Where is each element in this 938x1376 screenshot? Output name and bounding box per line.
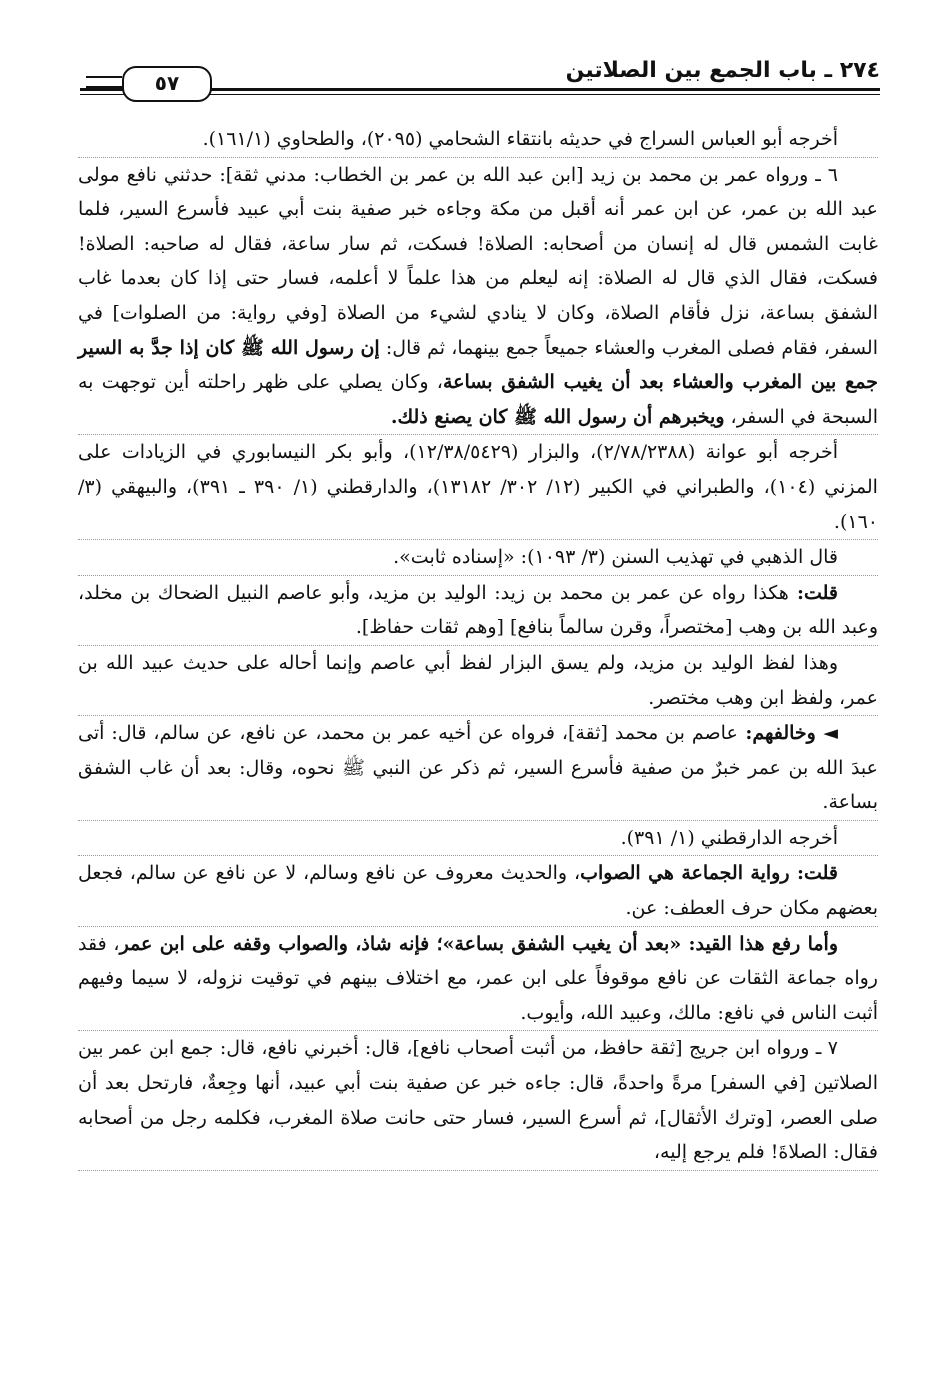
paragraph [78, 646, 878, 716]
bold-text-run: ويخبرهم أن رسول الله ﷺ كان يصنع ذلك. [390, 405, 725, 428]
paragraph [78, 1031, 878, 1170]
text-run: ، وكان يصلي على ظهر راحلته أين توجهت به السبحة في السفر، [78, 371, 878, 428]
text-run: ، فقد رواه جماعة الثقات عن نافع موقوفاً على ابن عمر، مع اختلاف بينهم في توقيت نزوله، لا سيما وفيهم أثبت الناس في نافع: مالك، وعبيد الله، وأيوب. [78, 932, 878, 1024]
page-body [78, 122, 878, 1171]
paragraph [78, 435, 878, 540]
text-run: عاصم بن محمد [ثقة]، فرواه عن أخيه عمر بن محمد، عن نافع، عن سالم، قال: أتى عبدَ الله بن عمر خبرٌ من صفية فأسرع السير، ثم ذكر عن النبي ﷺ نحوه، وقال: بعد أن غاب الشفق بساعة. [78, 722, 878, 814]
paragraph [78, 927, 878, 1032]
text-run: قال الذهبي في تهذيب السنن (٣/ ١٠٩٣): «إسناده ثابت». [393, 546, 838, 569]
page-number: ٥٧ [122, 66, 212, 102]
paragraph [78, 576, 878, 646]
bold-text-run: قلت: رواية الجماعة هي الصواب [580, 862, 838, 885]
text-run: ٧ ـ ورواه ابن جريج [ثقة حافظ، من أثبت أصحاب نافع]، قال: أخبرني نافع، قال: جمع ابن عمر بين الصلاتين [في السفر] مرةً واحدةً، قال: جاءه خبر عن صفية بنت أبي عبيد، أنها وجِعةٌ، فارتحل بعد أن صلى العصر، [وترك الأثقال]، ثم أسرع السير، فسار حتى حانت صلاة المغرب، فكلمه رجل من أصحابه فقال: الصلاةَ! فلم يرجع إليه، [78, 1037, 878, 1164]
bold-text-run: إن رسول الله ﷺ كان إذا جدَّ به السير جمع بين المغرب والعشاء بعد أن يغيب الشفق بساعة [78, 336, 878, 394]
paragraph [78, 122, 878, 158]
page-header [80, 58, 880, 98]
text-run: أخرجه أبو عوانة (٢/٧٨/٢٣٨٨)، والبزار (١٢/٣٨/٥٤٢٩)، وأبو بكر النيسابوري في الزيادات على المزني (١٠٤)، والطبراني في الكبير (١٢/ ٣٠٢/ ١٣١٨٢)، والدارقطني (١/ ٣٩٠ ـ ٣٩١)، والبيهقي (٣/ ١٦٠). [78, 441, 878, 533]
badge-ornament [86, 76, 122, 88]
paragraph [78, 821, 878, 857]
bold-text-run: قلت: [788, 581, 838, 604]
text-run: ، والحديث معروف عن نافع وسالم، لا عن نافع عن سالم، فجعل بعضهم مكان حرف العطف: عن. [78, 862, 878, 920]
paragraph [78, 856, 878, 926]
bold-text-run: ◄ وخالفهم: [737, 722, 838, 745]
paragraph [78, 158, 878, 436]
text-run: ٦ ـ ورواه عمر بن محمد بن زيد [ابن عبد الله بن عمر بن الخطاب: مدني ثقة]: حدثني نافع مولى عبد الله بن عمر، عن ابن عمر أنه أقبل من مكة وجاءه خبر صفية بنت أبي عبيد فأسرع السير، فلما غابت الشمس قال له إنسان من أصحابه: الصلاة! فسكت، ثم سار ساعة، فقال له صاحبه: الصلاة! فسكت، فقال الذي قال له الصلاة: إنه ليعلم من هذا علماً لا أعلمه، فسار حتى إذا كان بعدما غاب الشفق بساعة، نزل فأقام الصلاة، وكان لا ينادي لشيء من الصلاة [وفي رواية: من الصلوات] في السفر، فقام فصلى المغرب والعشاء جميعاً جمع بينهما، ثم قال: [78, 163, 878, 359]
text-run: هكذا رواه عن عمر بن محمد بن زيد: الوليد بن مزيد، وأبو عاصم النبيل الضحاك بن مخلد، وعبد الله بن وهب [مختصراً، وقرن سالماً بنافع] [وهم ثقات حفاظ]. [78, 581, 878, 639]
paragraph [78, 540, 878, 576]
text-run: وهذا لفظ الوليد بن مزيد، ولم يسق البزار لفظ أبي عاصم وإنما أحاله على حديث عبيد الله بن عمر، ولفظ ابن وهب مختصر. [78, 651, 878, 709]
text-run: أخرجه الدارقطني (١/ ٣٩١). [620, 826, 838, 849]
chapter-title: ٢٧٤ ـ باب الجمع بين الصلاتين [565, 58, 880, 83]
text-run: أخرجه أبو العباس السراج في حديثه بانتقاء الشحامي (٢٠٩٥)، والطحاوي (١٦١/١). [202, 128, 838, 150]
bold-text-run: وأما رفع هذا القيد: «بعد أن يغيب الشفق بساعة»؛ فإنه شاذ، والصواب وقفه على ابن عمر [119, 932, 838, 955]
paragraph [78, 716, 878, 821]
